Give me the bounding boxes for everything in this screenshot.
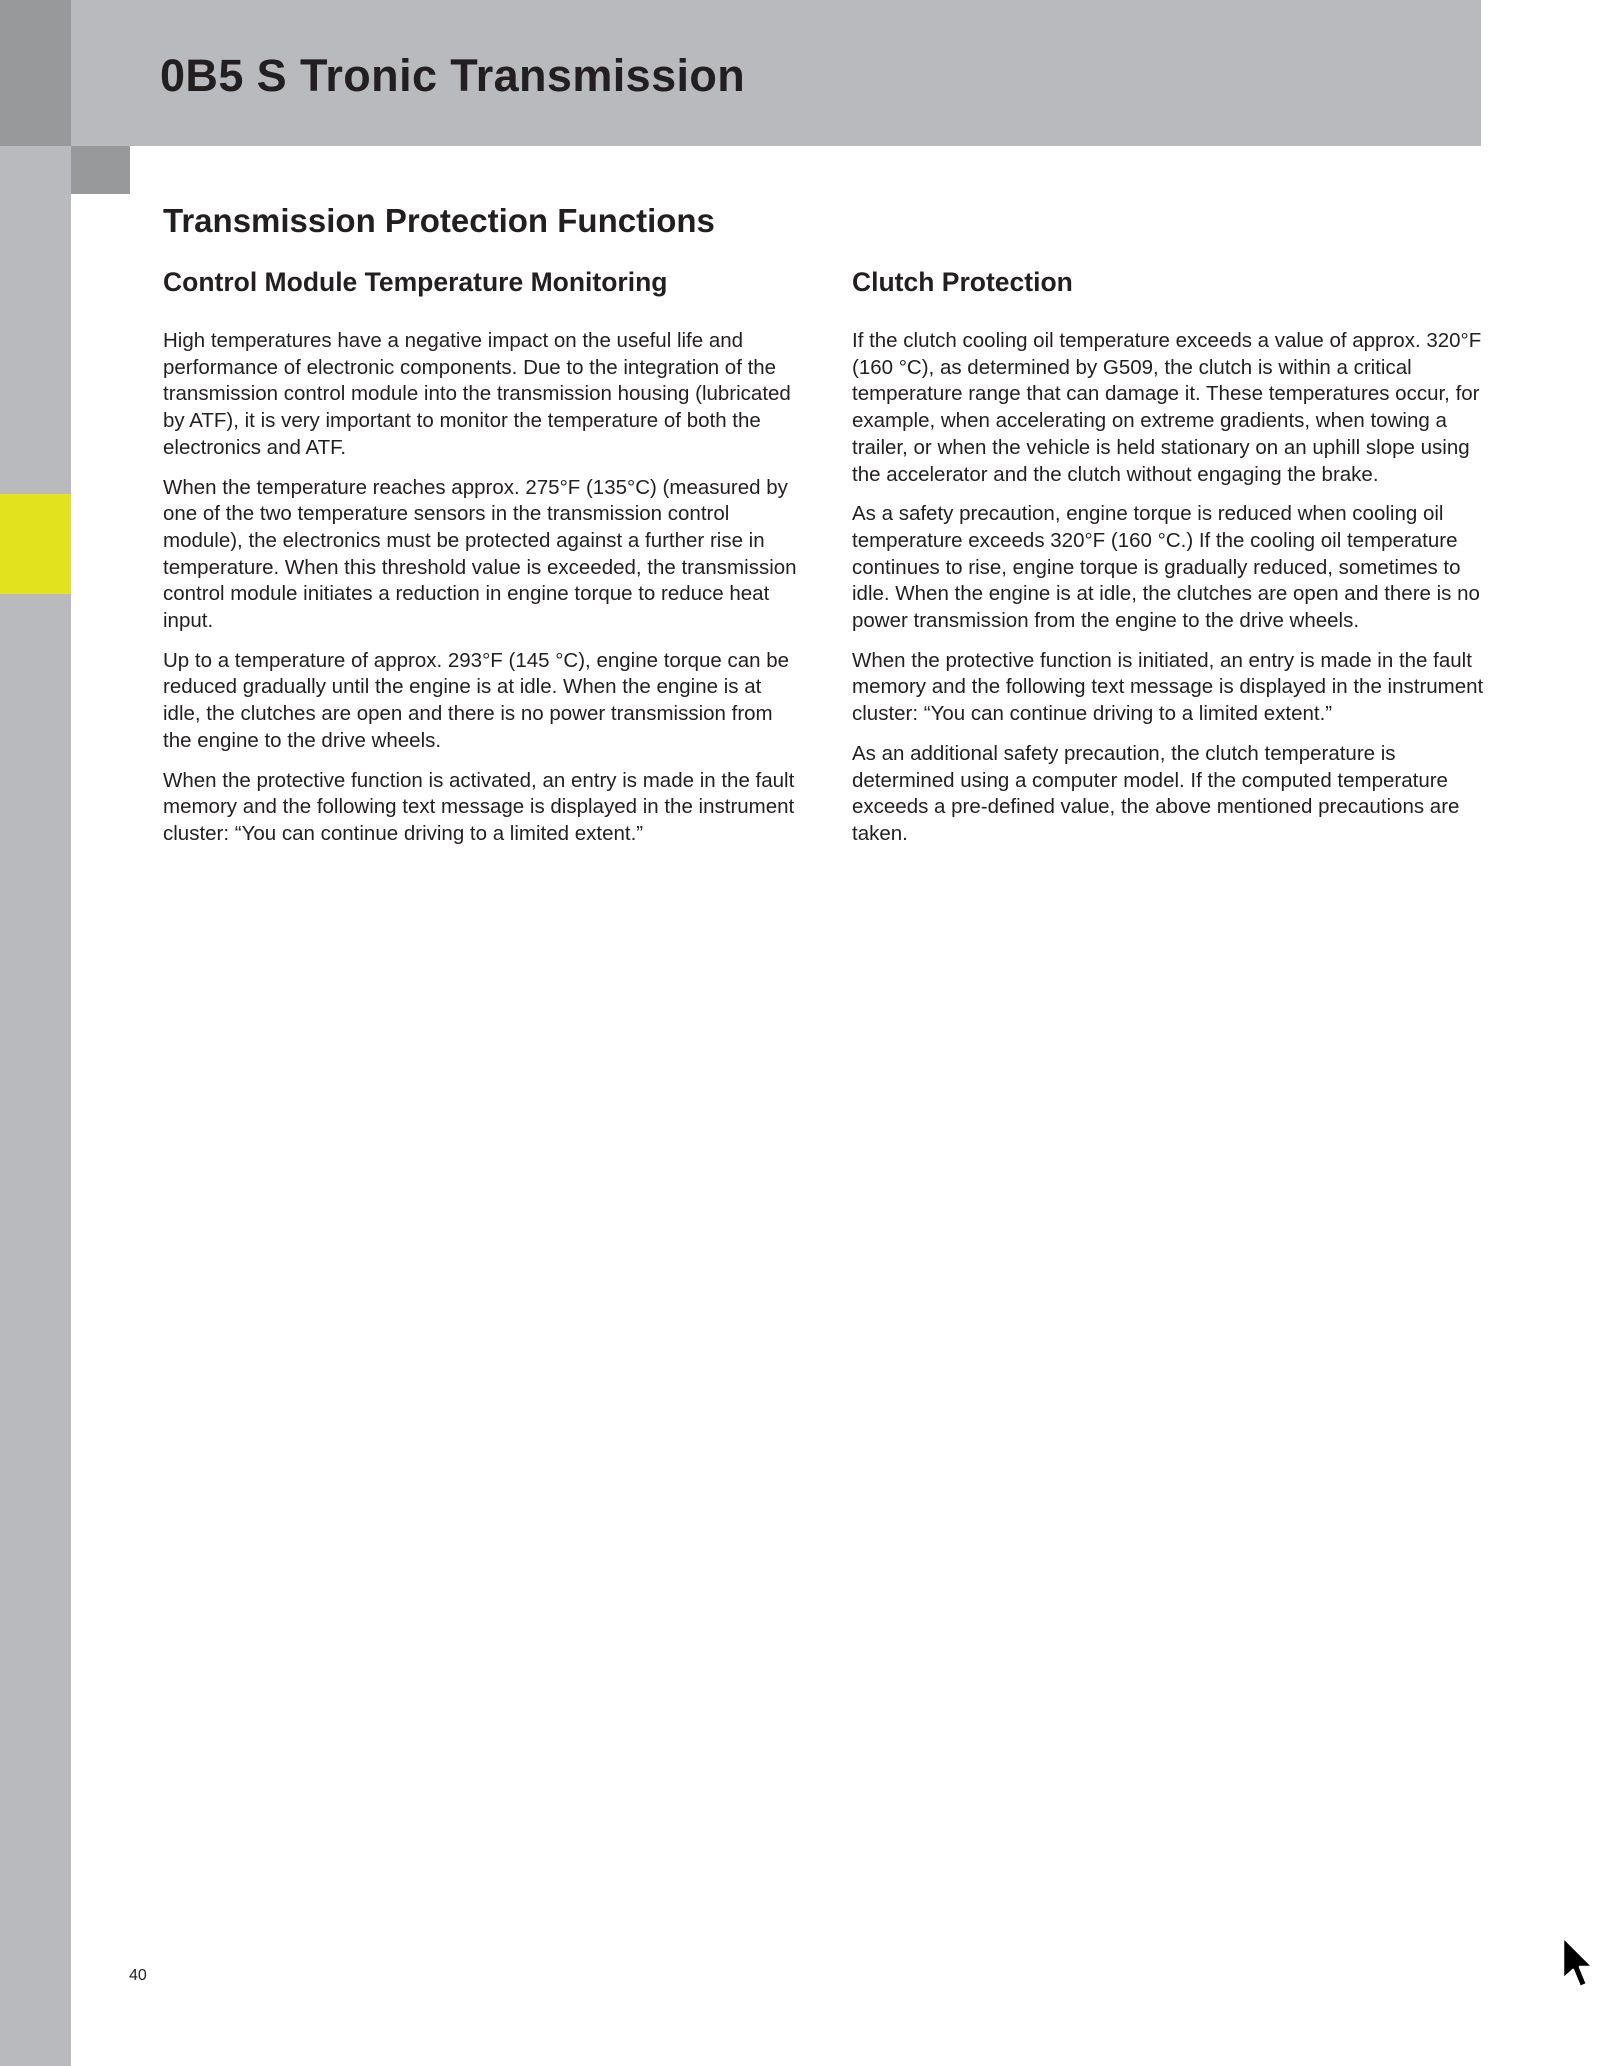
left-paragraph-1: High temperatures have a negative impact on the useful life and performance of electronic components. Due to the integration of the transmission control module into the transmission housing (lubricated by ATF), it is very important to monitor the temperature of both the electronics and ATF. — [163, 329, 791, 459]
right-column — [852, 266, 1484, 861]
page-number: 40 — [129, 1967, 147, 1984]
left-column — [163, 266, 798, 861]
sidebar-band — [0, 0, 71, 2066]
left-paragraph-4: When the protective function is activated, an entry is made in the fault memory and the following text message is displayed in the instrument cluster: “You can continue driving to a limited extent.” — [163, 768, 795, 845]
right-column-heading: Clutch Protection — [852, 267, 1073, 297]
right-paragraph-4: As an additional safety precaution, the clutch temperature is determined using a computer model. If the computed temperature exceeds a pre-defined value, the above mentioned precautions are taken. — [852, 741, 1460, 845]
section-title: Transmission Protection Functions — [163, 202, 715, 239]
right-paragraph-2: As a safety precaution, engine torque is reduced when cooling oil temperature exceeds 320°F (160 °C.) If the cooling oil temperature continues to rise, engine torque is gradually reduced, sometimes to idle. When the engine is at idle, the clutches are open and there is no power transmission from the engine to the drive wheels. — [852, 502, 1480, 633]
left-paragraph-2: When the temperature reaches approx. 275°F (135°C) (measured by one of the two temperature sensors in the transmission control module), the electronics must be protected against a further rise in temperature. When this threshold value is exceeded, the transmission control module initiates a reduction in engine torque to reduce heat input. — [163, 475, 797, 633]
document-title: 0B5 S Tronic Transmission — [160, 50, 746, 101]
sidebar-dark-block — [0, 0, 71, 146]
right-paragraph-3: When the protective function is initiated, an entry is made in the fault memory and the following text message is displayed in the instrument cluster: “You can continue driving to a limited extent.” — [852, 648, 1484, 726]
header-square — [71, 146, 130, 194]
left-paragraph-3: Up to a temperature of approx. 293°F (145 °C), engine torque can be reduced gradually until the engine is at idle. When the engine is at idle, the clutches are open and there is no power transmission from the engine to the drive wheels. — [163, 648, 790, 752]
left-column-heading: Control Module Temperature Monitoring — [163, 267, 668, 297]
sidebar-accent-block — [0, 494, 71, 594]
right-paragraph-1: If the clutch cooling oil temperature exceeds a value of approx. 320°F (160 °C), as determined by G509, the clutch is within a critical temperature range that can damage it. These temperatures occur, for example, when accelerating on extreme gradients, when towing a trailer, or when the vehicle is held stationary on an uphill slope using the accelerator and the clutch without engaging the brake. — [852, 329, 1482, 486]
mouse-pointer-icon — [1560, 1935, 1596, 1991]
